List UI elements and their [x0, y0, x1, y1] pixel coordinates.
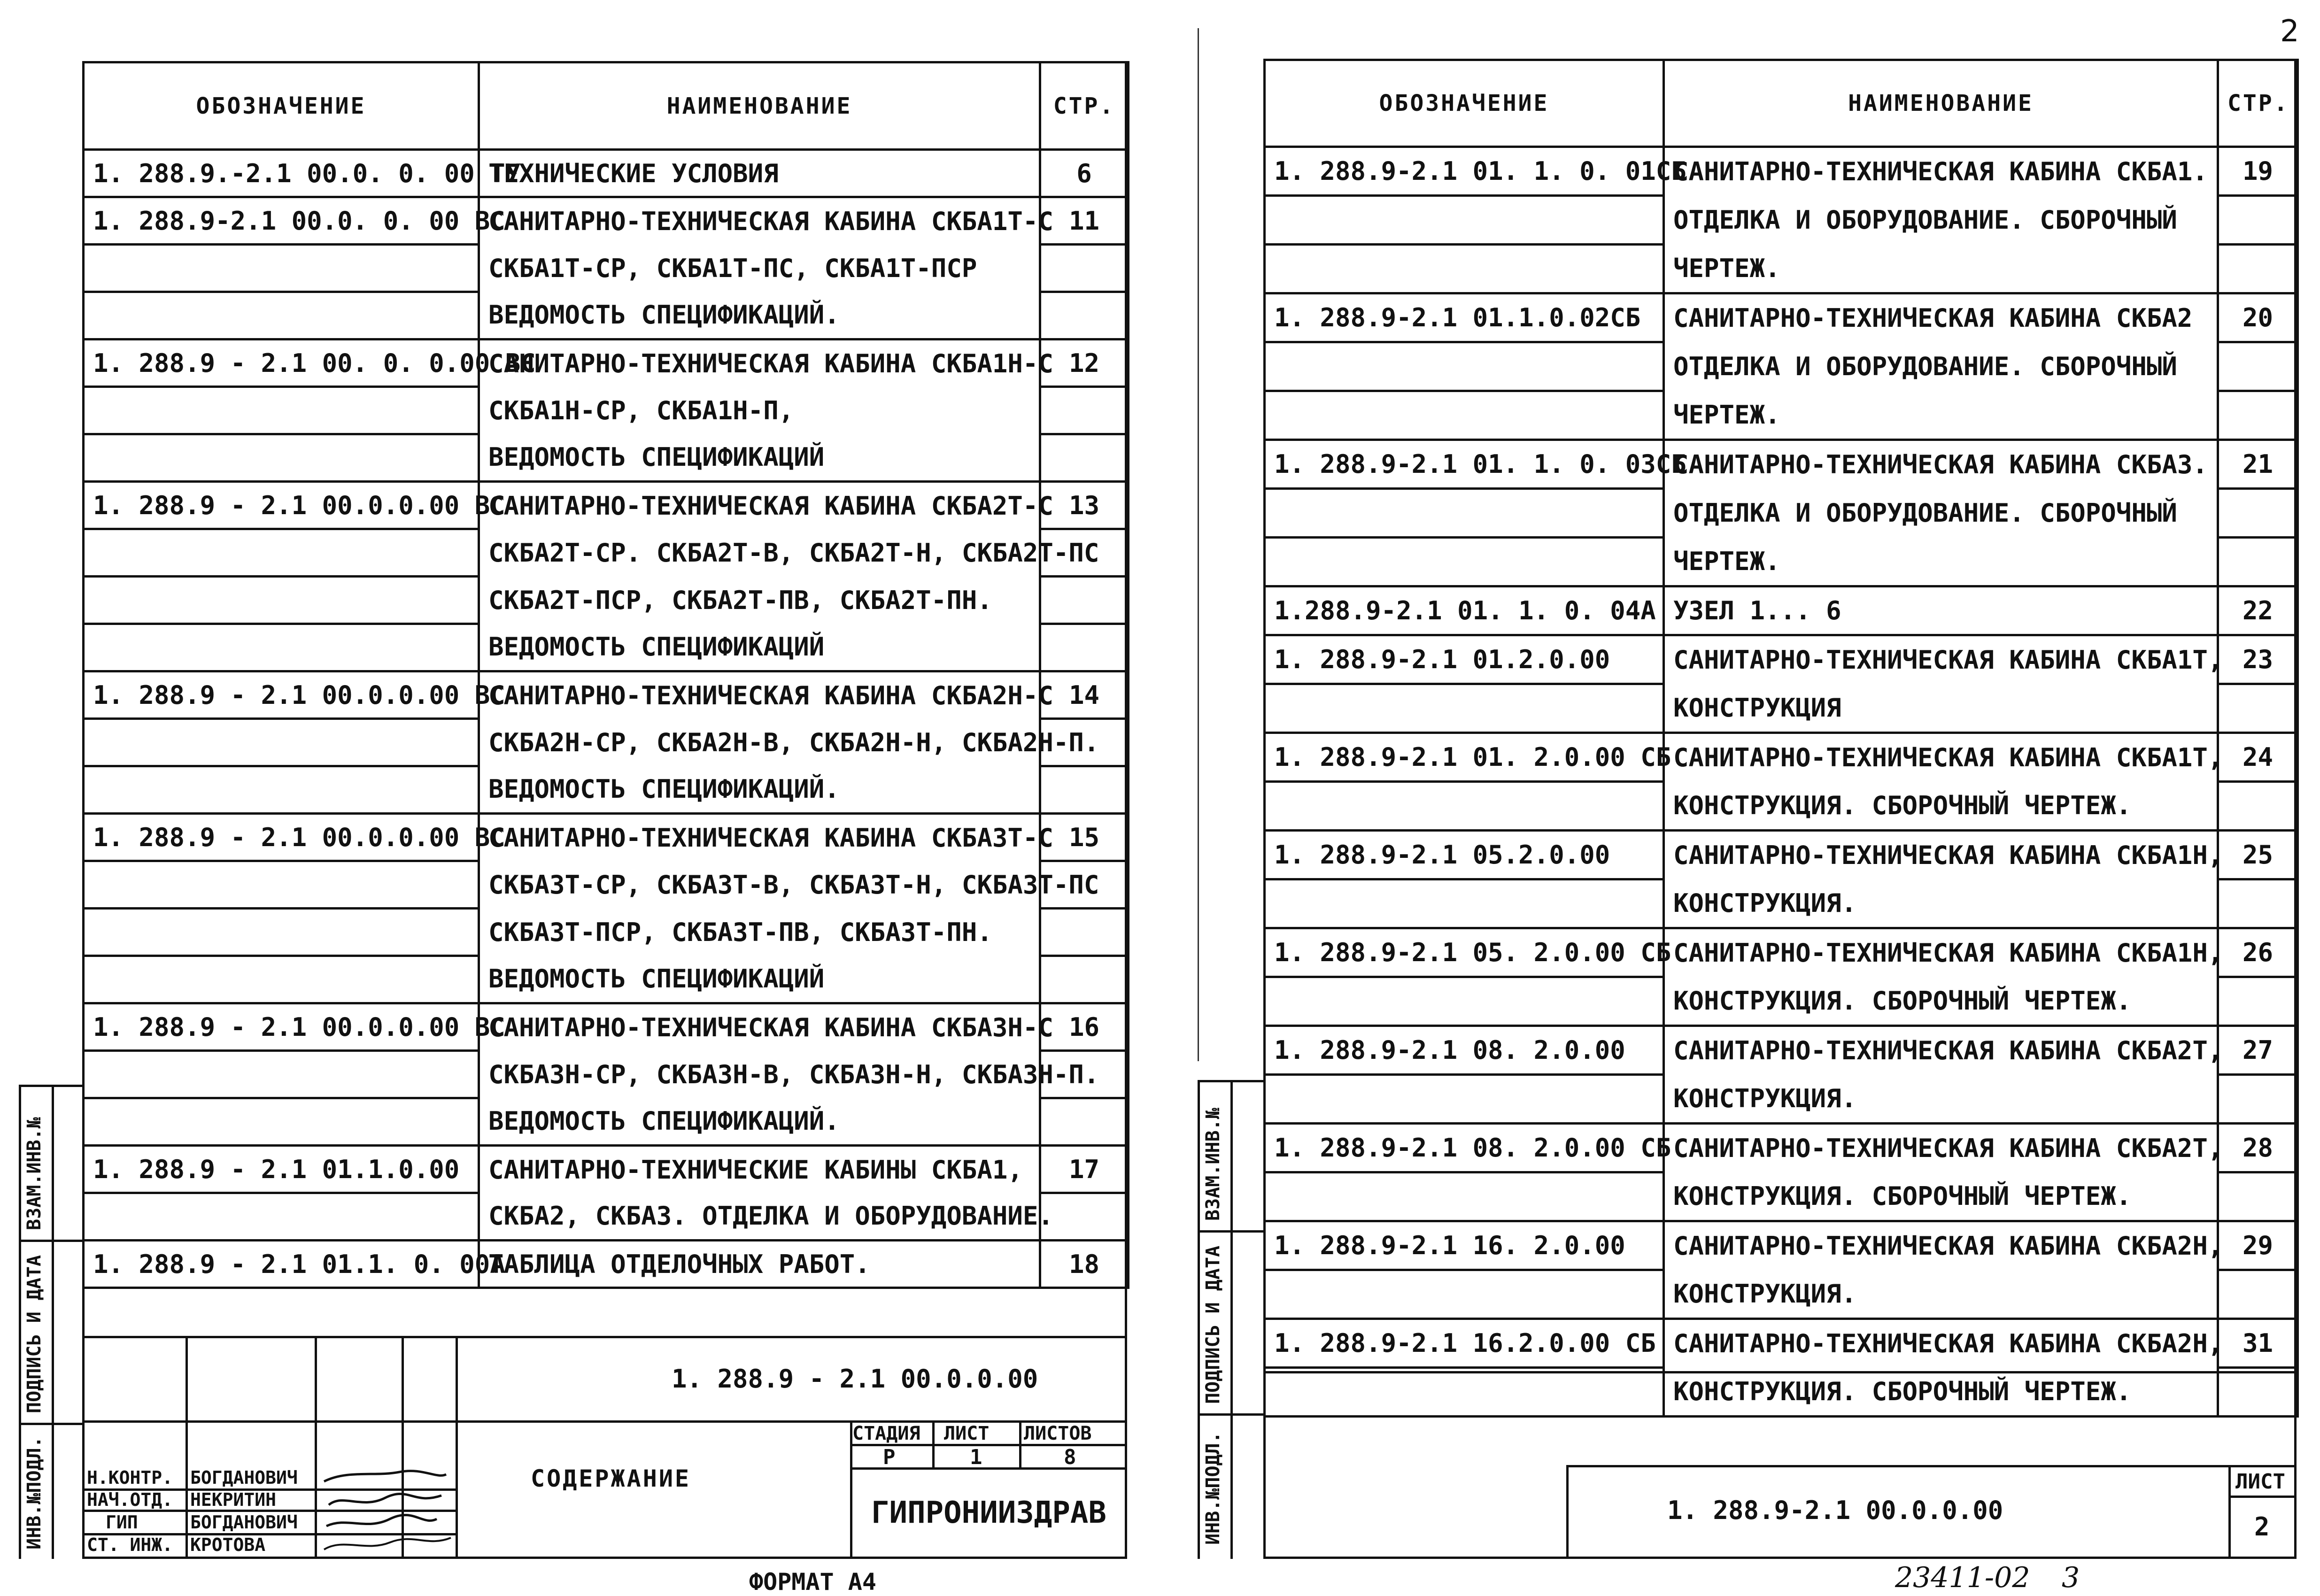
toc-row: [1265, 1172, 2298, 1221]
toc-cell-code: [1265, 879, 1664, 928]
fold-line: [1198, 28, 1199, 1061]
toc-cell-page: [2218, 1368, 2298, 1417]
toc-cell-name: КОНСТРУКЦИЯ. СБОРОЧНЫЙ ЧЕРТЕЖ.: [1664, 977, 2218, 1026]
toc-row: [84, 1051, 1129, 1098]
toc-cell-code: [84, 529, 479, 577]
toc-row: [1265, 782, 2298, 831]
toc-cell-name: САНИТАРНО-ТЕХНИЧЕСКАЯ КАБИНА СКБА1Т,: [1664, 733, 2218, 782]
toc-cell-page: 16: [1040, 1003, 1129, 1051]
toc-cell-name: САНИТАРНО-ТЕХНИЧЕСКАЯ КАБИНА СКБА1Т-С: [479, 197, 1040, 245]
format-label: ФОРМАТ А4: [749, 1568, 876, 1596]
role-4: СТ. ИНЖ.: [87, 1534, 173, 1555]
toc-cell-name: СКБА1Н-СР, СКБА1Н-П,: [479, 387, 1040, 434]
toc-cell-page: [2218, 391, 2298, 440]
toc-cell-code: [84, 387, 479, 434]
toc-row: [1265, 733, 2298, 782]
person-2: НЕКРИТИН: [190, 1489, 277, 1510]
toc-cell-page: 21: [2218, 440, 2298, 489]
toc-cell-code: [84, 1098, 479, 1146]
toc-cell-page: [2218, 977, 2298, 1026]
toc-cell-name: ВЕДОМОСТЬ СПЕЦИФИКАЦИЙ: [479, 624, 1040, 671]
toc-row: [1265, 1026, 2298, 1075]
toc-cell-code: 1. 288.9-2.1 16.2.0.00 СБ: [1265, 1319, 1664, 1368]
toc-cell-page: [1040, 1098, 1129, 1146]
toc-row: [1265, 440, 2298, 489]
toc-row: [84, 671, 1129, 719]
toc-row: [84, 719, 1129, 766]
toc-cell-name: СКБА3Т-ПСР, СКБА3Т-ПВ, СКБА3Т-ПН.: [479, 909, 1040, 956]
toc-cell-page: 31: [2218, 1319, 2298, 1368]
toc-cell-page: 29: [2218, 1221, 2298, 1270]
toc-cell-code: [1265, 196, 1664, 245]
sheets-label: ЛИСТОВ: [1024, 1423, 1092, 1444]
right-doc-code: 1. 288.9-2.1 00.0.0.00: [1667, 1496, 2003, 1525]
toc-cell-page: [1040, 956, 1129, 1003]
toc-cell-page: [2218, 684, 2298, 733]
toc-cell-name: САНИТАРНО-ТЕХНИЧЕСКАЯ КАБИНА СКБА2Н,: [1664, 1319, 2218, 1368]
toc-row: [84, 1146, 1129, 1193]
toc-row: [84, 1193, 1129, 1241]
toc-cell-name: САНИТАРНО-ТЕХНИЧЕСКАЯ КАБИНА СКБА2Н,: [1664, 1221, 2218, 1270]
toc-cell-page: [2218, 196, 2298, 245]
toc-row: [84, 150, 1129, 197]
toc-cell-name: ОТДЕЛКА И ОБОРУДОВАНИЕ. СБОРОЧНЫЙ: [1664, 342, 2218, 391]
toc-cell-name: ОТДЕЛКА И ОБОРУДОВАНИЕ. СБОРОЧНЫЙ: [1664, 489, 2218, 538]
toc-cell-code: 1. 288.9-2.1 00.0. 0. 00 ВС: [84, 197, 479, 245]
toc-row: [1265, 1124, 2298, 1172]
stage-value: Р: [883, 1445, 896, 1469]
toc-cell-page: 27: [2218, 1026, 2298, 1075]
toc-cell-page: 23: [2218, 635, 2298, 684]
toc-cell-name: ВЕДОМОСТЬ СПЕЦИФИКАЦИЙ: [479, 956, 1040, 1003]
right-toc-table: [1263, 59, 2299, 1418]
sheet-value: 1: [970, 1445, 982, 1469]
toc-cell-code: 1. 288.9-2.1 01. 1. 0. 01СБ: [1265, 147, 1664, 196]
toc-cell-page: [2218, 489, 2298, 538]
doc-title: СОДЕРЖАНИЕ: [531, 1465, 691, 1492]
toc-cell-page: 22: [2218, 586, 2298, 635]
toc-cell-code: 1. 288.9 - 2.1 00.0.0.00 ВС: [84, 1003, 479, 1051]
toc-row: [84, 1098, 1129, 1146]
toc-cell-name: КОНСТРУКЦИЯ.: [1664, 879, 2218, 928]
toc-cell-code: [1265, 684, 1664, 733]
header-page: СТР.: [2218, 60, 2298, 147]
toc-cell-page: [2218, 342, 2298, 391]
toc-cell-code: [1265, 391, 1664, 440]
toc-row: [84, 339, 1129, 387]
toc-cell-name: КОНСТРУКЦИЯ.: [1664, 1075, 2218, 1124]
sheets-value: 8: [1064, 1445, 1076, 1469]
stage-label: СТАДИЯ: [852, 1423, 920, 1444]
toc-cell-page: [1040, 624, 1129, 671]
toc-cell-page: [2218, 245, 2298, 293]
toc-cell-code: 1. 288.9-2.1 16. 2.0.00: [1265, 1221, 1664, 1270]
toc-cell-code: [84, 719, 479, 766]
toc-row: [84, 577, 1129, 624]
toc-row: [84, 197, 1129, 245]
toc-cell-code: [1265, 1270, 1664, 1319]
toc-cell-name: САНИТАРНО-ТЕХНИЧЕСКАЯ КАБИНА СКБА1Н,: [1664, 928, 2218, 977]
toc-row: [1265, 147, 2298, 196]
toc-row: [1265, 196, 2298, 245]
toc-cell-name: УЗЕЛ 1... 6: [1664, 586, 2218, 635]
toc-cell-name: ВЕДОМОСТЬ СПЕЦИФИКАЦИЙ.: [479, 1098, 1040, 1146]
left-doc-code: 1. 288.9 - 2.1 00.0.0.00: [672, 1364, 1038, 1394]
toc-row: [1265, 879, 2298, 928]
signatures: [319, 1467, 456, 1557]
toc-cell-name: САНИТАРНО-ТЕХНИЧЕСКАЯ КАБИНА СКБА2Т-С: [479, 482, 1040, 529]
toc-cell-name: ЧЕРТЕЖ.: [1664, 245, 2218, 293]
toc-cell-name: ОТДЕЛКА И ОБОРУДОВАНИЕ. СБОРОЧНЫЙ: [1664, 196, 2218, 245]
toc-row: [1265, 977, 2298, 1026]
toc-cell-name: СКБА3Т-СР, СКБА3Т-В, СКБА3Т-Н, СКБА3Т-ПС: [479, 861, 1040, 909]
toc-cell-name: САНИТАРНО-ТЕХНИЧЕСКАЯ КАБИНА СКБА1Н-С: [479, 339, 1040, 387]
left-toc-body: [84, 150, 1129, 1288]
toc-row: [84, 387, 1129, 434]
footer-page: 3: [2062, 1561, 2080, 1594]
left-toc-table: [82, 61, 1129, 1289]
toc-row: [1265, 1270, 2298, 1319]
left-side-label-inv: ИНВ.№ПОДЛ.: [23, 1436, 45, 1550]
toc-row: [1265, 1319, 2298, 1368]
toc-cell-code: 1. 288.9 - 2.1 00.0.0.00 ВС: [84, 671, 479, 719]
toc-cell-code: 1. 288.9-2.1 01. 2.0.00 СБ: [1265, 733, 1664, 782]
toc-cell-name: СКБА2Т-СР. СКБА2Т-В, СКБА2Т-Н, СКБА2Т-ПС: [479, 529, 1040, 577]
toc-cell-code: 1.288.9-2.1 01. 1. 0. 04А: [1265, 586, 1664, 635]
toc-row: [84, 624, 1129, 671]
toc-cell-name: САНИТАРНО-ТЕХНИЧЕСКАЯ КАБИНА СКБА3Н-С: [479, 1003, 1040, 1051]
toc-row: [84, 956, 1129, 1003]
toc-cell-code: [1265, 1172, 1664, 1221]
toc-cell-code: [84, 956, 479, 1003]
toc-cell-page: 17: [1040, 1146, 1129, 1193]
role-1: Н.КОНТР.: [87, 1467, 173, 1488]
toc-row: [1265, 928, 2298, 977]
toc-row: [84, 529, 1129, 577]
toc-cell-code: 1. 288.9-2.1 05.2.0.00: [1265, 831, 1664, 879]
toc-cell-name: САНИТАРНО-ТЕХНИЧЕСКАЯ КАБИНА СКБА2Т,: [1664, 1026, 2218, 1075]
page-number: 2: [2280, 14, 2299, 49]
toc-cell-code: 1. 288.9-2.1 08. 2.0.00: [1265, 1026, 1664, 1075]
toc-row: [84, 292, 1129, 339]
toc-row: [1265, 1221, 2298, 1270]
header-name: НАИМЕНОВАНИЕ: [479, 62, 1040, 150]
footer-number: 23411-02: [1895, 1561, 2030, 1594]
toc-cell-name: ЧЕРТЕЖ.: [1664, 391, 2218, 440]
toc-cell-name: ВЕДОМОСТЬ СПЕЦИФИКАЦИЙ: [479, 434, 1040, 482]
toc-cell-code: [1265, 342, 1664, 391]
toc-cell-name: САНИТАРНО-ТЕХНИЧЕСКАЯ КАБИНА СКБА2: [1664, 293, 2218, 342]
person-1: БОГДАНОВИЧ: [190, 1467, 298, 1488]
toc-cell-name: САНИТАРНО-ТЕХНИЧЕСКАЯ КАБИНА СКБА1Т,: [1664, 635, 2218, 684]
toc-cell-page: [1040, 292, 1129, 339]
header-name: НАИМЕНОВАНИЕ: [1664, 60, 2218, 147]
toc-cell-page: 15: [1040, 814, 1129, 861]
toc-cell-page: 25: [2218, 831, 2298, 879]
toc-cell-page: 6: [1040, 150, 1129, 197]
toc-row: [1265, 342, 2298, 391]
right-side-label-inv: ИНВ.№ПОДЛ.: [1202, 1432, 1224, 1545]
toc-cell-page: [1040, 766, 1129, 814]
toc-cell-code: 1. 288.9-2.1 05. 2.0.00 СБ: [1265, 928, 1664, 977]
toc-cell-name: ВЕДОМОСТЬ СПЕЦИФИКАЦИЙ.: [479, 766, 1040, 814]
toc-cell-code: [84, 766, 479, 814]
toc-cell-name: САНИТАРНО-ТЕХНИЧЕСКИЕ КАБИНЫ СКБА1,: [479, 1146, 1040, 1193]
toc-row: [84, 482, 1129, 529]
toc-cell-code: [1265, 1075, 1664, 1124]
toc-cell-name: САНИТАРНО-ТЕХНИЧЕСКАЯ КАБИНА СКБА1.: [1664, 147, 2218, 196]
toc-cell-name: ЧЕРТЕЖ.: [1664, 538, 2218, 586]
toc-cell-name: КОНСТРУКЦИЯ: [1664, 684, 2218, 733]
toc-row: [1265, 1368, 2298, 1417]
toc-cell-page: [1040, 909, 1129, 956]
person-4: КРОТОВА: [190, 1534, 266, 1555]
toc-cell-name: ТЕХНИЧЕСКИЕ УСЛОВИЯ: [479, 150, 1040, 197]
toc-cell-code: 1. 288.9-2.1 01.1.0.02СБ: [1265, 293, 1664, 342]
toc-cell-name: КОНСТРУКЦИЯ. СБОРОЧНЫЙ ЧЕРТЕЖ.: [1664, 1172, 2218, 1221]
header-code: ОБОЗНАЧЕНИЕ: [84, 62, 479, 150]
toc-cell-code: [84, 292, 479, 339]
organization: ГИПРОНИИЗДРАВ: [871, 1496, 1106, 1530]
toc-cell-page: [1040, 577, 1129, 624]
toc-row: [1265, 684, 2298, 733]
toc-cell-code: 1. 288.9 - 2.1 01.1. 0. 00А: [84, 1241, 479, 1288]
toc-row: [84, 861, 1129, 909]
toc-cell-code: [1265, 977, 1664, 1026]
toc-cell-code: [84, 861, 479, 909]
toc-cell-page: [2218, 782, 2298, 831]
toc-cell-code: [84, 624, 479, 671]
right-side-label-sign: ПОДПИСЬ И ДАТА: [1202, 1245, 1224, 1404]
toc-cell-name: САНИТАРНО-ТЕХНИЧЕСКАЯ КАБИНА СКБА2Т,: [1664, 1124, 2218, 1172]
toc-cell-page: [2218, 1172, 2298, 1221]
toc-cell-page: [2218, 1075, 2298, 1124]
right-sheet-label: ЛИСТ: [2235, 1470, 2285, 1494]
toc-cell-code: 1. 288.9-2.1 08. 2.0.00 СБ: [1265, 1124, 1664, 1172]
toc-cell-name: СКБА3Н-СР, СКБА3Н-В, СКБА3Н-Н, СКБА3Н-П.: [479, 1051, 1040, 1098]
toc-cell-code: 1. 288.9 - 2.1 01.1.0.00: [84, 1146, 479, 1193]
toc-cell-code: [1265, 782, 1664, 831]
toc-row: [84, 245, 1129, 292]
toc-cell-page: 26: [2218, 928, 2298, 977]
toc-cell-code: [84, 245, 479, 292]
toc-cell-code: 1. 288.9 - 2.1 00. 0. 0.00 ВС: [84, 339, 479, 387]
toc-cell-code: [84, 909, 479, 956]
header-code: ОБОЗНАЧЕНИЕ: [1265, 60, 1664, 147]
toc-cell-code: 1. 288.9 - 2.1 00.0.0.00 ВС: [84, 482, 479, 529]
right-sheet-value: 2: [2254, 1512, 2270, 1542]
toc-cell-name: САНИТАРНО-ТЕХНИЧЕСКАЯ КАБИНА СКБА3.: [1664, 440, 2218, 489]
toc-cell-name: ВЕДОМОСТЬ СПЕЦИФИКАЦИЙ.: [479, 292, 1040, 339]
toc-cell-page: [2218, 538, 2298, 586]
toc-row: [1265, 489, 2298, 538]
toc-cell-name: САНИТАРНО-ТЕХНИЧЕСКАЯ КАБИНА СКБА1Н,: [1664, 831, 2218, 879]
toc-row: [84, 909, 1129, 956]
toc-cell-page: [1040, 387, 1129, 434]
left-side-label-vzam: ВЗАМ.ИНВ.№: [23, 1117, 45, 1230]
toc-cell-name: СКБА2, СКБА3. ОТДЕЛКА И ОБОРУДОВАНИЕ.: [479, 1193, 1040, 1241]
toc-row: [1265, 245, 2298, 293]
toc-cell-page: [2218, 1270, 2298, 1319]
sheet-label: ЛИСТ: [944, 1423, 990, 1444]
toc-row: [84, 1241, 1129, 1288]
toc-cell-page: [1040, 245, 1129, 292]
toc-cell-code: [1265, 1368, 1664, 1417]
toc-cell-page: 11: [1040, 197, 1129, 245]
toc-row: [84, 1003, 1129, 1051]
toc-cell-code: [1265, 538, 1664, 586]
toc-cell-name: СКБА1Т-СР, СКБА1Т-ПС, СКБА1Т-ПСР: [479, 245, 1040, 292]
toc-cell-page: 13: [1040, 482, 1129, 529]
toc-cell-code: [84, 577, 479, 624]
toc-row: [1265, 391, 2298, 440]
toc-cell-code: [84, 1193, 479, 1241]
toc-cell-name: САНИТАРНО-ТЕХНИЧЕСКАЯ КАБИНА СКБА2Н-С: [479, 671, 1040, 719]
toc-cell-code: [1265, 489, 1664, 538]
role-2: НАЧ.ОТД.: [87, 1489, 173, 1510]
toc-row: [1265, 293, 2298, 342]
toc-row: [84, 434, 1129, 482]
toc-cell-code: [1265, 245, 1664, 293]
toc-cell-code: [84, 434, 479, 482]
right-toc-body: [1265, 147, 2298, 1417]
toc-cell-name: САНИТАРНО-ТЕХНИЧЕСКАЯ КАБИНА СКБА3Т-С: [479, 814, 1040, 861]
toc-cell-name: КОНСТРУКЦИЯ. СБОРОЧНЫЙ ЧЕРТЕЖ.: [1664, 782, 2218, 831]
role-3: ГИП: [106, 1512, 138, 1533]
toc-row: [1265, 586, 2298, 635]
left-side-label-sign: ПОДПИСЬ И ДАТА: [23, 1255, 45, 1413]
toc-row: [1265, 538, 2298, 586]
toc-cell-page: 20: [2218, 293, 2298, 342]
toc-row: [1265, 831, 2298, 879]
toc-cell-name: СКБА2Н-СР, СКБА2Н-В, СКБА2Н-Н, СКБА2Н-П.: [479, 719, 1040, 766]
toc-cell-code: 1. 288.9 - 2.1 00.0.0.00 ВС: [84, 814, 479, 861]
toc-cell-code: [84, 1051, 479, 1098]
toc-cell-page: 14: [1040, 671, 1129, 719]
person-3: БОГДАНОВИЧ: [190, 1512, 298, 1533]
toc-cell-name: КОНСТРУКЦИЯ. СБОРОЧНЫЙ ЧЕРТЕЖ.: [1664, 1368, 2218, 1417]
toc-cell-page: 24: [2218, 733, 2298, 782]
toc-row: [1265, 1075, 2298, 1124]
toc-cell-name: СКБА2Т-ПСР, СКБА2Т-ПВ, СКБА2Т-ПН.: [479, 577, 1040, 624]
toc-cell-page: 28: [2218, 1124, 2298, 1172]
toc-cell-page: [1040, 434, 1129, 482]
header-page: СТР.: [1040, 62, 1129, 150]
toc-cell-name: КОНСТРУКЦИЯ.: [1664, 1270, 2218, 1319]
toc-row: [1265, 635, 2298, 684]
right-side-label-vzam: ВЗАМ.ИНВ.№: [1202, 1108, 1224, 1221]
toc-cell-code: 1. 288.9-2.1 01. 1. 0. 03СБ: [1265, 440, 1664, 489]
toc-cell-name: ТАБЛИЦА ОТДЕЛОЧНЫХ РАБОТ.: [479, 1241, 1040, 1288]
toc-row: [84, 814, 1129, 861]
toc-cell-page: 19: [2218, 147, 2298, 196]
toc-cell-page: [2218, 879, 2298, 928]
toc-cell-code: 1. 288.9-2.1 01.2.0.00: [1265, 635, 1664, 684]
toc-cell-page: 18: [1040, 1241, 1129, 1288]
toc-cell-page: 12: [1040, 339, 1129, 387]
toc-row: [84, 766, 1129, 814]
toc-cell-code: 1. 288.9.-2.1 00.0. 0. 00 ТУ: [84, 150, 479, 197]
